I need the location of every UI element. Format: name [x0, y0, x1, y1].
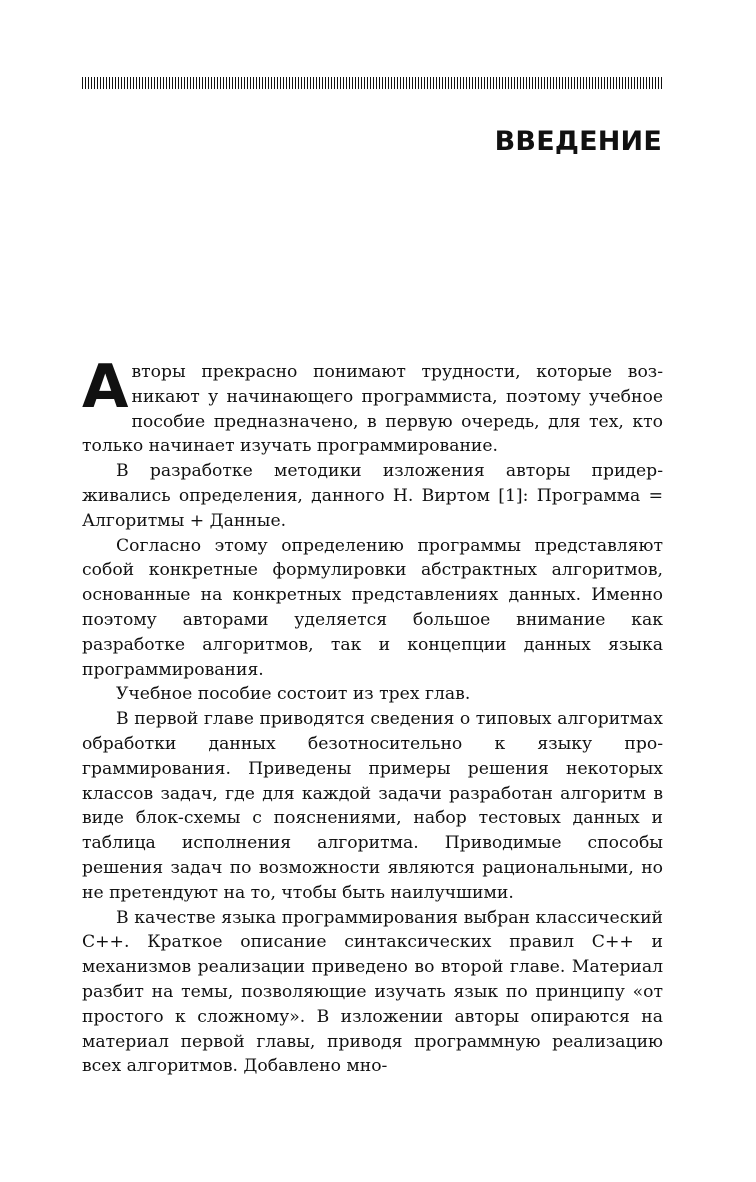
paragraph: В разработке методики изложения авторы придерживались определения, данного Н. Виртом [1]: Программа = Алгоритмы + Данные.: [82, 461, 663, 531]
paragraph: В качестве языка программирования выбран классический С++. Краткое описание синтаксических правил С++ и механизмов реализации приведено во второй главе. Материал разбит на темы, позволяющие изучать язык по принципу «от простого к сложному». В изложении авторы опираются на материал первой главы, приводя программную реализацию всех алгоритмов. Добавлено мно-: [82, 907, 663, 1077]
paragraph: В первой главе приводятся сведения о типовых алгоритмах обработки данных безотносительно к языку программирования. Приведены примеры решения некоторых классов задач, где для каждой задачи разработан алгоритм в виде блок-схемы с пояснениями, набор тестовых данных и таблица исполнения алгоритма. Приводимые способы решения задач по возможности являются рациональными, но не претендуют на то, чтобы быть наилучшими.: [82, 709, 663, 903]
paragraph: Учебное пособие состоит из трех глав.: [116, 684, 471, 705]
body-text: [82, 352, 663, 1079]
header-rule: [82, 77, 663, 89]
chapter-title: ВВЕДЕНИЕ: [494, 126, 662, 157]
drop-cap: А: [82, 352, 129, 422]
paragraph-intro: [82, 352, 663, 459]
intro-text: вторы прекрасно понимают трудности, которые возникают у начинающего программиста, поэтому учебное пособие предназначено, в первую очередь, для тех, кто только начинает изучать программирование.: [82, 362, 663, 457]
paragraph: Согласно этому определению программы представляют собой конкретные формулировки абстрактных алгоритмов, основанные на конкретных представлениях данных. Именно поэтому авторами уделяется большое внимание как разработке алгоритмов, так и концепции данных языка программирования.: [82, 535, 663, 680]
